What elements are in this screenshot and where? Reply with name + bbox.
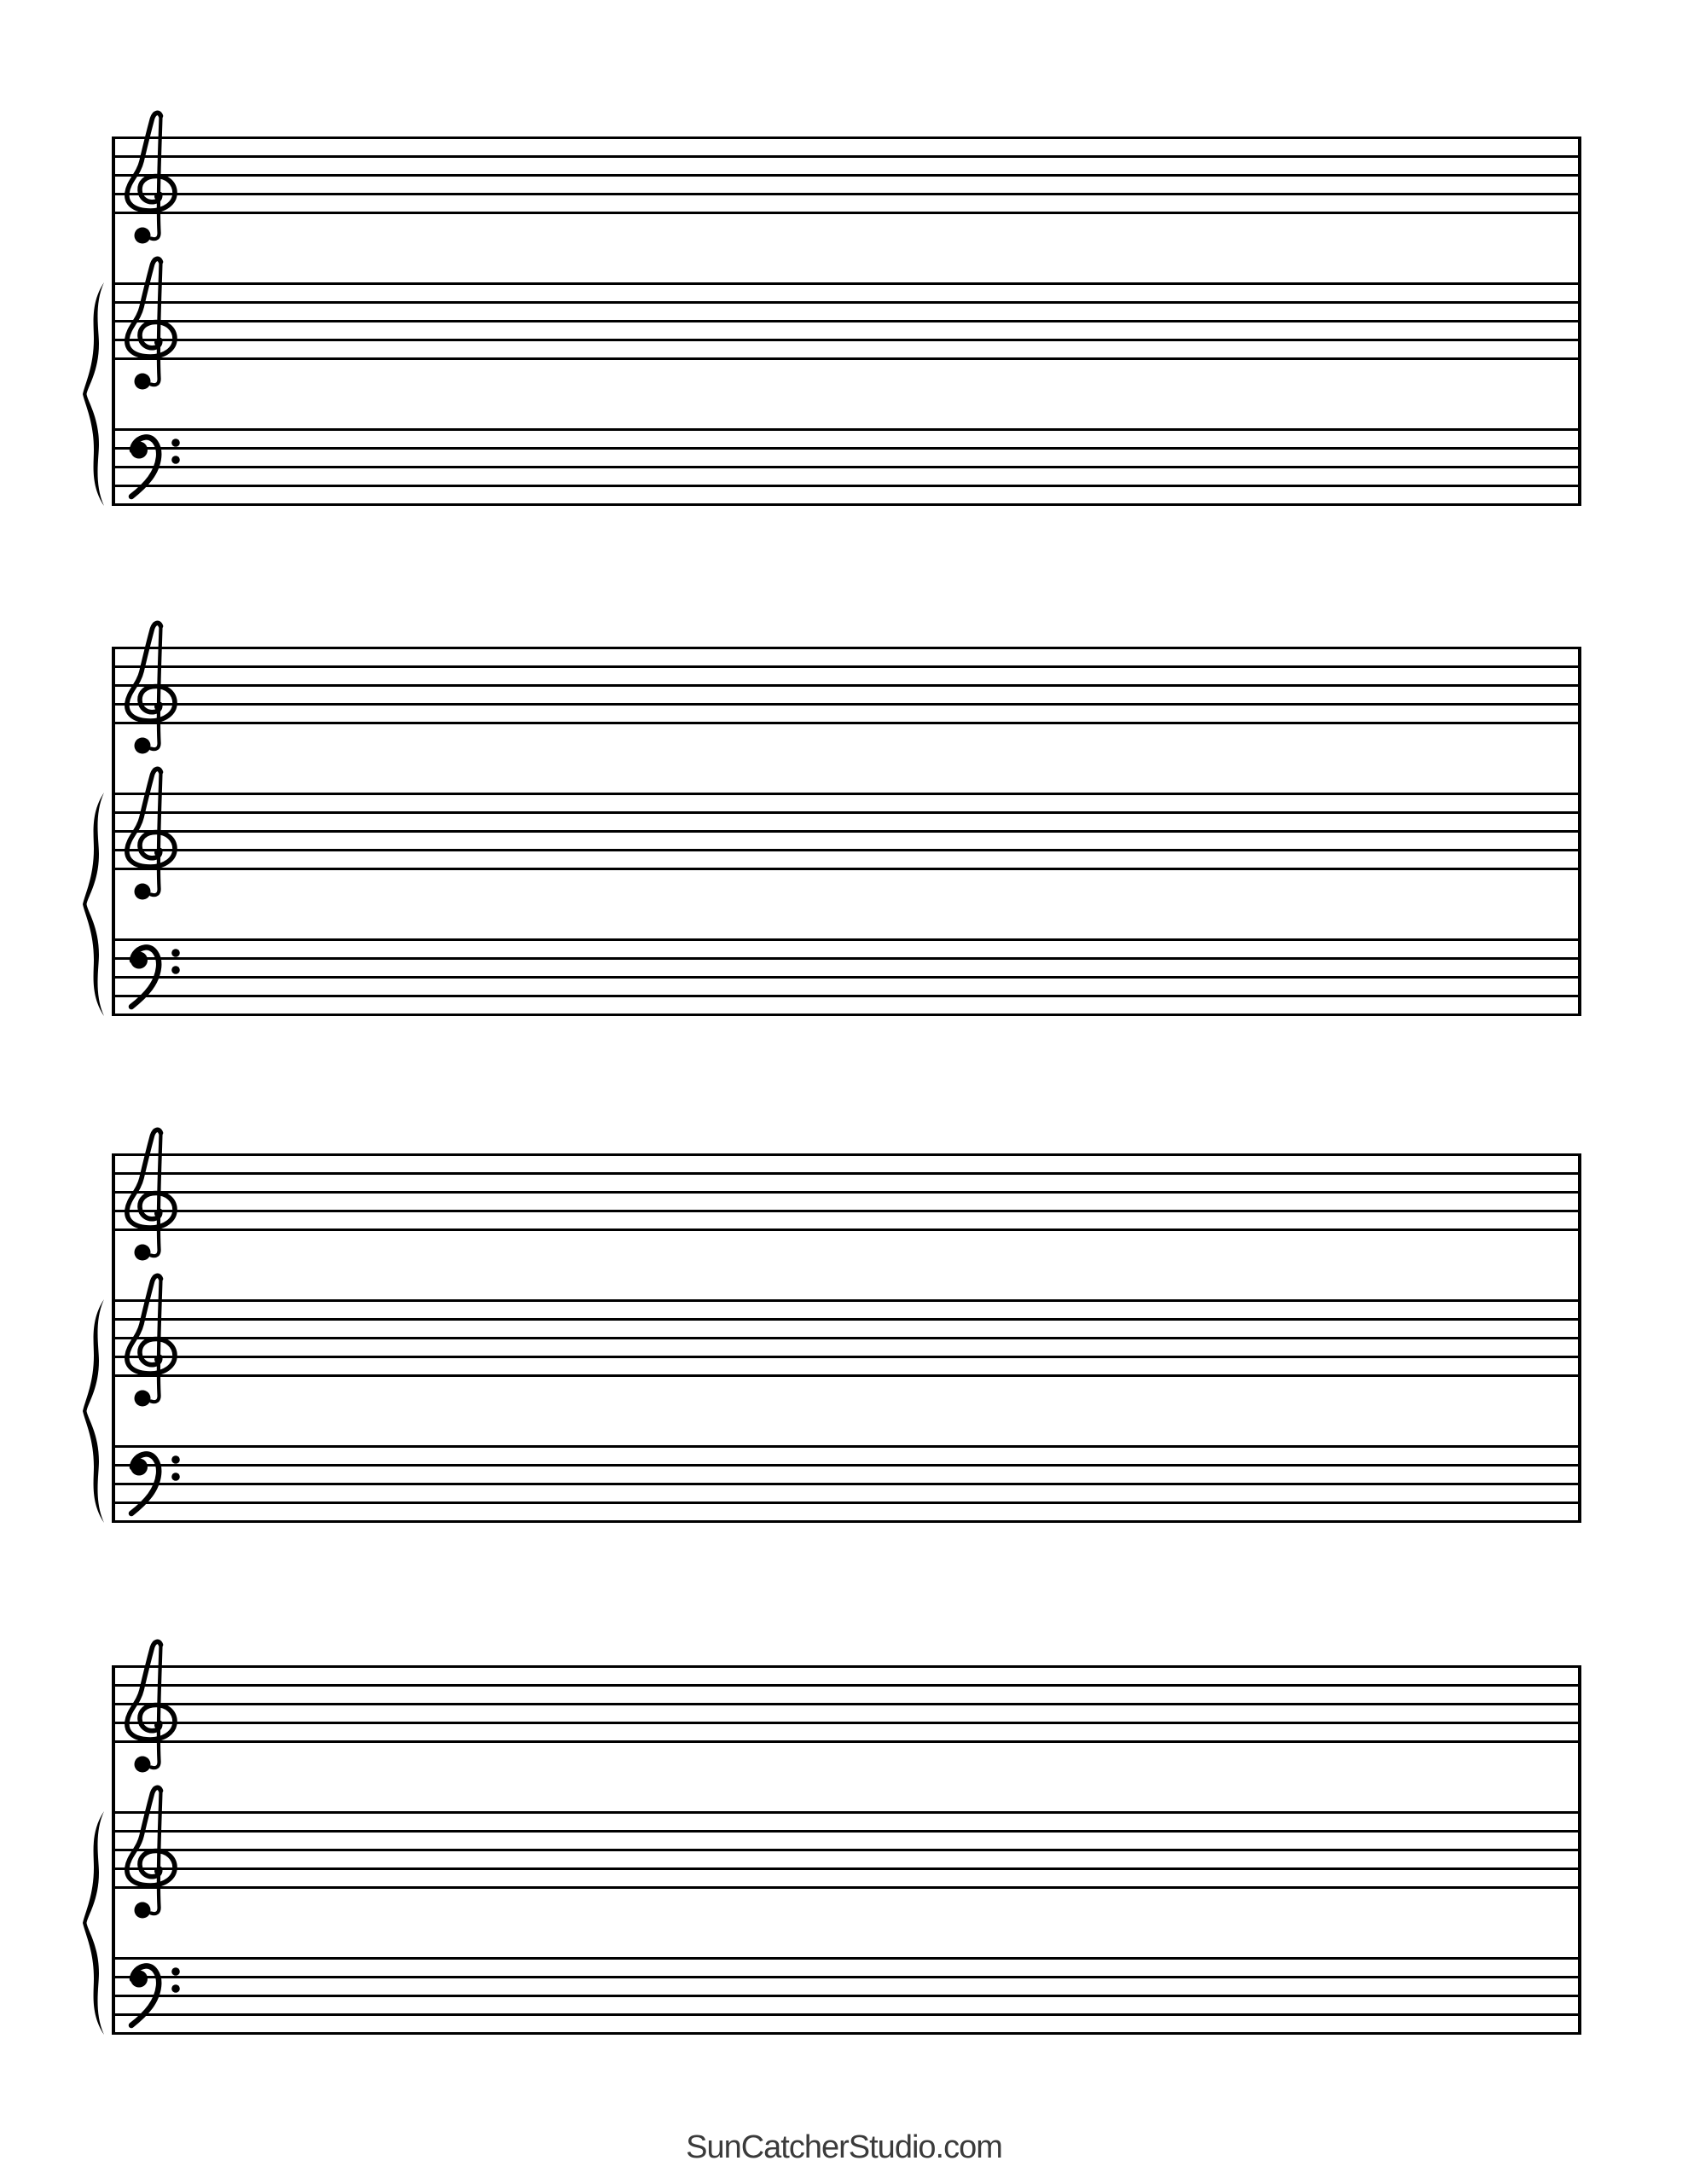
bass-clef-icon xyxy=(128,428,183,507)
staff-line xyxy=(115,647,1578,649)
staff-line xyxy=(115,1830,1578,1833)
staff-line xyxy=(115,485,1578,487)
bass-staff xyxy=(115,938,1578,1016)
treble-clef-icon xyxy=(119,619,188,762)
treble-staff xyxy=(115,793,1578,870)
staff-system xyxy=(112,136,1581,506)
staff-line xyxy=(115,503,1578,506)
staff-line xyxy=(115,830,1578,833)
staff-line xyxy=(115,447,1578,450)
staff-line xyxy=(115,1740,1578,1743)
staff-line xyxy=(115,320,1578,322)
staff-line xyxy=(115,811,1578,814)
bass-staff xyxy=(115,428,1578,506)
treble-clef-icon xyxy=(119,108,188,252)
staff-line xyxy=(115,1464,1578,1467)
treble-clef-icon xyxy=(119,1125,188,1269)
staff-line xyxy=(115,2013,1578,2016)
staff-line xyxy=(115,703,1578,706)
staff-line xyxy=(115,193,1578,195)
staff-line xyxy=(115,174,1578,177)
bass-staff xyxy=(115,1445,1578,1523)
staff-line xyxy=(115,1191,1578,1194)
staff-line xyxy=(115,1995,1578,1997)
system-brace xyxy=(81,282,107,506)
treble-staff xyxy=(115,282,1578,360)
treble-clef-icon xyxy=(119,1783,188,1926)
staff-line xyxy=(115,1520,1578,1523)
staff-line xyxy=(115,938,1578,941)
staff-line xyxy=(115,1665,1578,1668)
staff-line xyxy=(115,1210,1578,1212)
staff-line xyxy=(115,957,1578,960)
right-barline xyxy=(1578,647,1581,1016)
bass-clef-icon xyxy=(128,1445,183,1524)
staff-line xyxy=(115,2032,1578,2035)
staff-line xyxy=(115,793,1578,795)
treble-clef-icon xyxy=(119,254,188,398)
right-barline xyxy=(1578,136,1581,506)
staff-line xyxy=(115,155,1578,158)
staff-line xyxy=(115,1867,1578,1870)
treble-staff xyxy=(115,1153,1578,1231)
staff-line xyxy=(115,1337,1578,1339)
staff-line xyxy=(115,976,1578,979)
treble-clef-icon xyxy=(119,1271,188,1414)
staff-system xyxy=(112,1665,1581,2035)
staff-line xyxy=(115,1153,1578,1156)
footer-watermark: SunCatcherStudio.com xyxy=(686,2129,1002,2165)
treble-clef-icon xyxy=(119,1637,188,1780)
staff-line xyxy=(115,995,1578,997)
staff-line xyxy=(115,1483,1578,1485)
system-brace xyxy=(81,1299,107,1523)
staff-line xyxy=(115,301,1578,304)
staff-line xyxy=(115,428,1578,431)
system-brace xyxy=(81,793,107,1016)
staff-line xyxy=(115,849,1578,851)
treble-clef-icon xyxy=(119,764,188,908)
bass-clef-icon xyxy=(128,1957,183,2036)
treble-staff xyxy=(115,1299,1578,1377)
treble-staff xyxy=(115,1811,1578,1889)
system-brace xyxy=(81,1811,107,2035)
staff-line xyxy=(115,665,1578,668)
staff-system xyxy=(112,647,1581,1016)
staff-line xyxy=(115,684,1578,687)
staff-line xyxy=(115,1014,1578,1016)
staff-line xyxy=(115,1374,1578,1377)
staff-line xyxy=(115,1684,1578,1687)
right-barline xyxy=(1578,1665,1581,2035)
right-barline xyxy=(1578,1153,1581,1523)
staff-line xyxy=(115,466,1578,468)
staff-system xyxy=(112,1153,1581,1523)
bass-clef-icon xyxy=(128,938,183,1017)
staff-line xyxy=(115,1811,1578,1814)
staff-line xyxy=(115,357,1578,360)
staff-line xyxy=(115,339,1578,341)
treble-staff xyxy=(115,1665,1578,1743)
staff-line xyxy=(115,282,1578,285)
staff-line xyxy=(115,1886,1578,1889)
staff-line xyxy=(115,1318,1578,1321)
staff-line xyxy=(115,1957,1578,1960)
staff-line xyxy=(115,1172,1578,1175)
treble-staff xyxy=(115,647,1578,724)
staff-line xyxy=(115,868,1578,870)
staff-line xyxy=(115,1722,1578,1724)
staff-line xyxy=(115,1502,1578,1504)
staff-line xyxy=(115,722,1578,724)
staff-line xyxy=(115,1299,1578,1302)
staff-line xyxy=(115,1356,1578,1358)
staff-line xyxy=(115,136,1578,139)
staff-line xyxy=(115,1849,1578,1851)
staff-line xyxy=(115,1976,1578,1978)
staff-line xyxy=(115,1228,1578,1231)
staff-line xyxy=(115,1703,1578,1705)
staff-line xyxy=(115,1445,1578,1448)
treble-staff xyxy=(115,136,1578,214)
staff-line xyxy=(115,212,1578,214)
bass-staff xyxy=(115,1957,1578,2035)
